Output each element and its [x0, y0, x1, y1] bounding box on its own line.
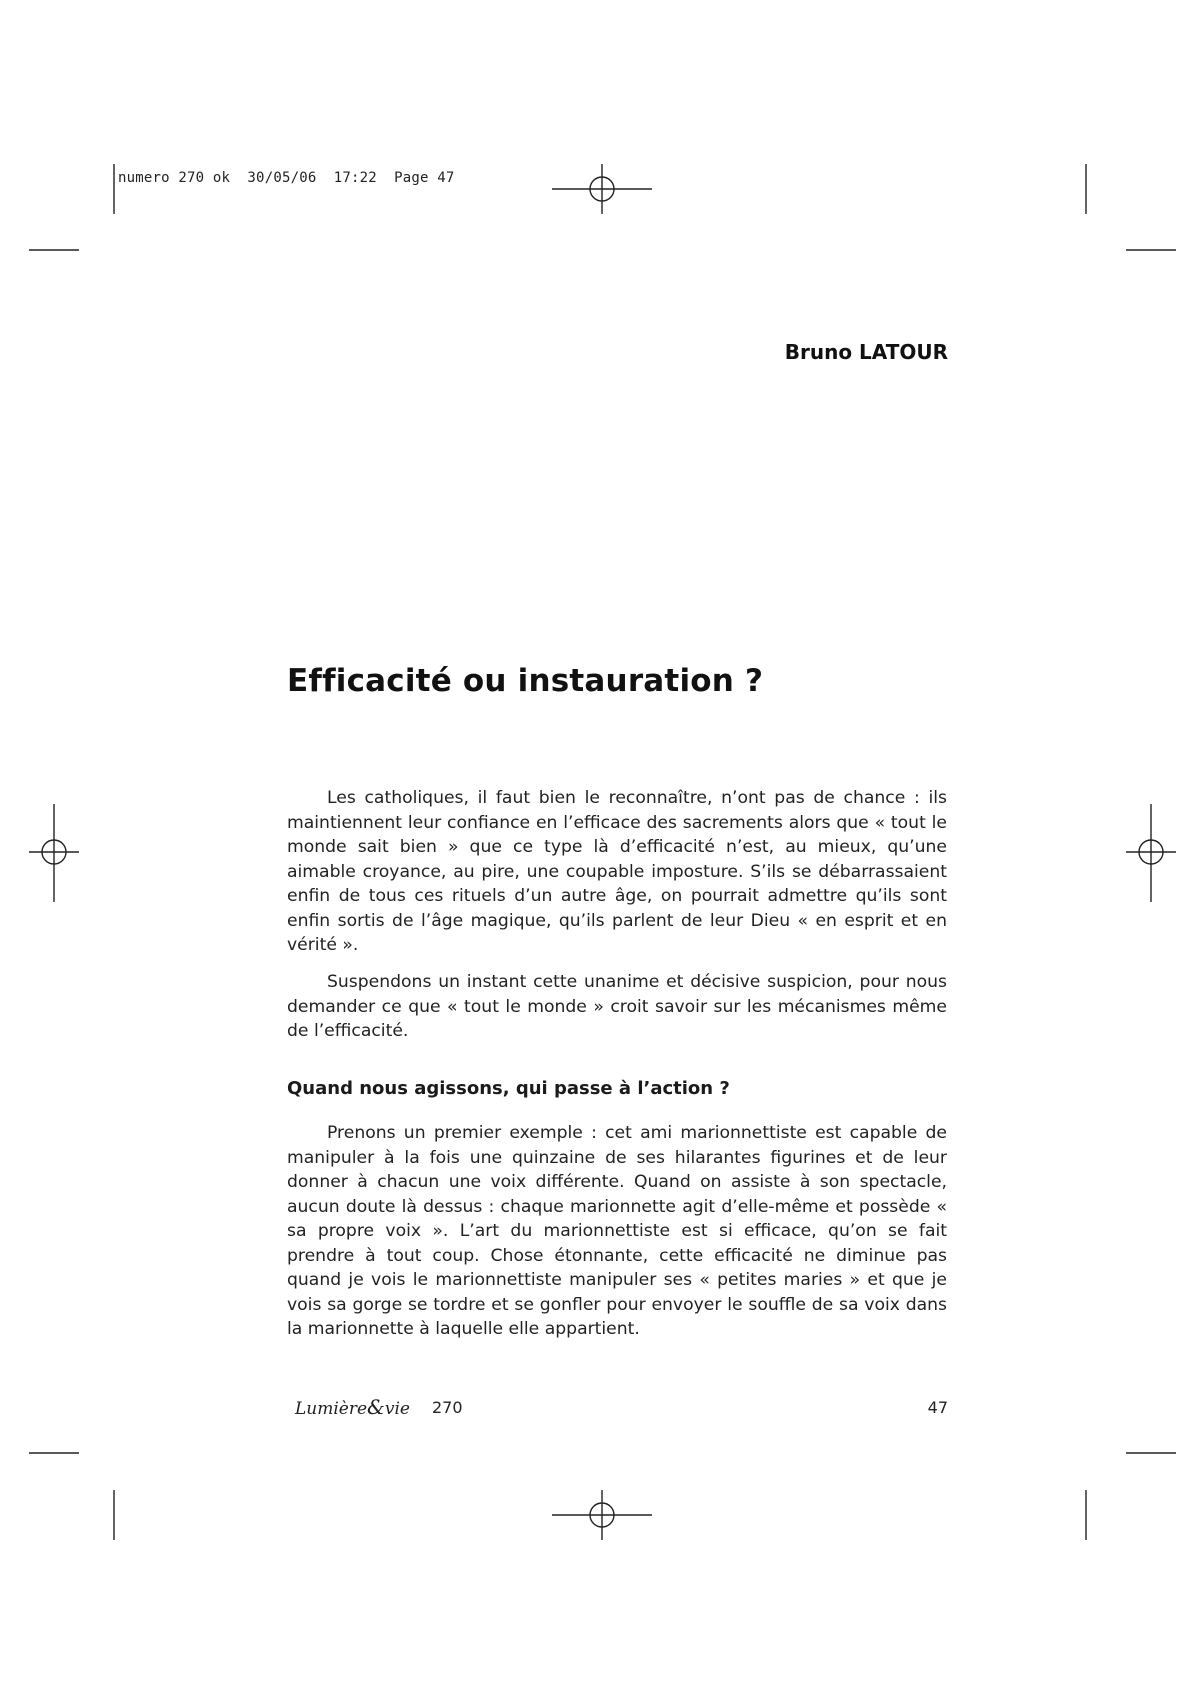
- issue-number: 270: [432, 1398, 463, 1417]
- body-paragraph: Les catholiques, il faut bien le reconnaître, n’ont pas de chance : ils maintiennent leur confiance en l’efficace des sacrements alors que « tout le monde sait bien » que ce type là d’efficacité n’est, au mieux, qu’une aimable croyance, au pire, une coupable imposture. S’ils se débarrassaient enfin de tous ces rituels d’un autre âge, on pourrait admettre qu’ils sont enfin sortis de l’âge magique, qu’ils parlent de leur Dieu « en esprit et en vérité ».: [287, 788, 947, 955]
- journal-logo-word: Lumière: [295, 1399, 368, 1419]
- registration-mark-right: [1126, 804, 1176, 902]
- journal-logo-word: vie: [384, 1399, 410, 1419]
- print-slug-line: numero 270 ok 30/05/06 17:22 Page 47: [118, 170, 455, 186]
- article-title: Efficacité ou instauration ?: [287, 663, 764, 699]
- page-number: 47: [927, 1398, 948, 1417]
- body-paragraph: Suspendons un instant cette unanime et décisive suspicion, pour nous demander ce que « tout le monde » croit savoir sur les mécanismes même de l’efficacité.: [287, 972, 947, 1041]
- journal-logo-ampersand: &: [367, 1395, 385, 1419]
- section-heading: Quand nous agissons, qui passe à l’action ?: [287, 1078, 730, 1099]
- registration-mark-top: [552, 164, 652, 214]
- registration-mark-bottom: [552, 1490, 652, 1540]
- registration-mark-left: [29, 804, 79, 902]
- author-name: Bruno LATOUR: [784, 340, 948, 364]
- journal-logo: [295, 1395, 410, 1419]
- body-paragraph: Prenons un premier exemple : cet ami marionnettiste est capable de manipuler à la fois une quinzaine de ses hilarantes figurines et de leur donner à chacun une voix différente. Quand on assiste à son spectacle, aucun doute là dessus : chaque marionnette agit d’elle-même et possède « sa propre voix ». L’art du marionnettiste est si efficace, qu’on se fait prendre à tout coup. Chose étonnante, cette efficacité ne diminue pas quand je vois le marionnettiste manipuler ses « petites maries » et que je vois sa gorge se tordre et se gonfler pour envoyer le souffle de sa voix dans la marionnette à laquelle elle appartient.: [287, 1123, 947, 1339]
